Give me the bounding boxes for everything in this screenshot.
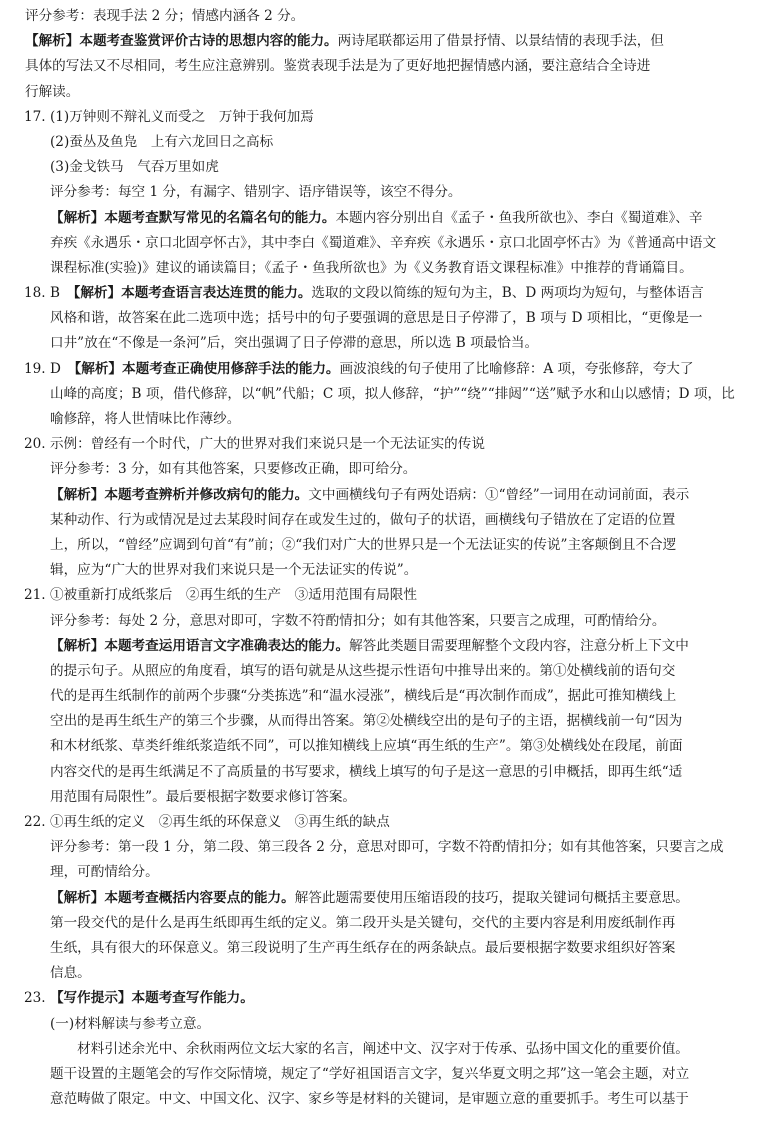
bold-heading-text: 【解析】本题考查正确使用修辞手法的能力。 [74, 360, 340, 377]
bold-heading-text: 【解析】本题考查概括内容要点的能力。 [50, 889, 295, 906]
body-text: 行解读。 [25, 83, 80, 100]
body-text: 风格和谐，故答案在此二选项中选；括号中的句子要强调的意思是日子停滞了，B 项与 D 项相比，“更像是一 [50, 310, 703, 327]
body-text: 评分参考：表现手法 2 分；情感内涵各 2 分。 [25, 8, 305, 24]
text-line [22, 936, 739, 961]
body-text: 评分参考：第一段 1 分，第二段、第三段各 2 分，意思对即可，字数不符酌情扣分；如有其他答案，只要言之成 [50, 839, 724, 856]
body-text: 20. 示例：曾经有一个时代，广大的世界对我们来说只是一个无法证实的传说 [24, 436, 485, 453]
body-text: 山峰的高度；B 项，借代修辞，以“帆”代船；C 项，拟人修辞，“护”“绕”“排闼”“送”赋予水和山以感情；D 项，比 [50, 385, 735, 402]
text-line [22, 306, 739, 331]
text-line [22, 734, 739, 759]
body-text: 评分参考：每处 2 分，意思对即可，字数不符酌情扣分；如有其他答案，只要言之成理，可酌情给分。 [50, 612, 666, 629]
body-text: 22. ①再生纸的定义 ②再生纸的环保意义 ③再生纸的缺点 [24, 814, 390, 830]
text-line [22, 4, 739, 29]
text-line [22, 483, 739, 508]
text-line [22, 986, 739, 1011]
body-text: 用范围有局限性”。最后要根据字数要求修订答案。 [50, 788, 357, 805]
text-line [22, 886, 739, 911]
text-line [22, 29, 739, 54]
text-line [22, 357, 739, 382]
text-line [22, 281, 739, 306]
body-text: 和木材纸浆、草类纤维纸浆造纸不同”，可以推知横线上应填“再生纸的生产”。第③处横线处在段尾，前面 [50, 738, 683, 755]
body-text: 两诗尾联都运用了借景抒情、以景结情的表现手法，但 [337, 33, 664, 50]
body-text: 画波浪线的句子使用了比喻修辞：A 项，夸张修辞，夸大了 [339, 360, 694, 377]
text-line [22, 911, 739, 936]
body-text: 解答此类题目需要理解整个文段内容，注意分析上下文中 [349, 637, 689, 654]
text-line [22, 457, 739, 482]
text-line [22, 407, 739, 432]
body-text: 的提示句子。从照应的角度看，填写的语句就是从这些提示性语句中推导出来的。第①处横线前的语句交 [50, 662, 676, 679]
text-line [22, 1062, 739, 1087]
text-line [22, 1012, 739, 1037]
body-text: 解答此题需要使用压缩语段的技巧，提取关键词句概括主要意思。 [294, 889, 689, 906]
body-text: 材料引述余光中、余秋雨两位文坛大家的名言，阐述中文、汉字对于传承、弘扬中国文化的重要价值。 [50, 1040, 689, 1057]
text-line [22, 634, 739, 659]
text-line [22, 80, 739, 105]
text-line [22, 558, 739, 583]
body-text: 弃疾《永遇乐・京口北固亭怀古》，其中李白《蜀道难》、辛弃疾《永遇乐・京口北固亭怀古》为《普通高中语文 [50, 234, 717, 251]
body-text: 题干设置的主题笔会的写作交际情境，规定了“学好祖国语言文字，复兴华夏文明之邦”这一笔会主题，对立 [50, 1065, 690, 1082]
text-line [22, 432, 739, 457]
text-line [22, 583, 739, 608]
text-line [22, 256, 739, 281]
body-text: 生纸，具有很大的环保意义。第三段说明了生产再生纸存在的两条缺点。最后要根据字数要求组织好答案 [50, 939, 676, 956]
body-text: 代的是再生纸制作的前两个步骤“分类拣选”和“温水浸涨”，横线后是“再次制作而成”，据此可推知横线上 [50, 688, 677, 705]
bold-heading-text: 【解析】本题考查鉴赏评价古诗的思想内容的能力。 [25, 33, 338, 50]
text-line [22, 659, 739, 684]
text-line [22, 130, 739, 155]
text-line [22, 810, 739, 835]
text-line [22, 155, 739, 180]
body-text: 选取的文段以简练的短句为主，B、D 两项均为短句，与整体语言 [311, 285, 704, 302]
body-text: 18. B [24, 285, 74, 302]
text-line [22, 54, 739, 79]
body-text: 信息。 [50, 965, 91, 982]
body-text: 辑，应为“广大的世界对我们来说只是一个无法证实的传说”。 [50, 562, 418, 579]
bold-heading-text: 【解析】本题考查运用语言文字准确表达的能力。 [50, 637, 350, 654]
text-line [22, 1087, 739, 1112]
body-text: 内容交代的是再生纸满足不了高质量的书写要求，横线上填写的句子是这一意思的引申概括，即再生纸“适 [50, 763, 683, 780]
body-text: 21. ①被重新打成纸浆后 ②再生纸的生产 ③适用范围有局限性 [24, 587, 417, 604]
body-text: 具体的写法又不尽相同，考生应注意辨别。鉴赏表现手法是为了更好地把握情感内涵，要注意结合全诗进 [25, 58, 651, 75]
text-line [22, 860, 739, 885]
text-line [22, 709, 739, 734]
text-line [22, 835, 739, 860]
text-line [22, 206, 739, 231]
text-line [22, 785, 739, 810]
bold-heading-text: 【解析】本题考查默写常见的名篇名句的能力。 [50, 209, 336, 226]
body-text: (一)材料解读与参考立意。 [50, 1015, 211, 1032]
text-line [22, 508, 739, 533]
text-line [22, 961, 739, 986]
body-text: 口井”放在“不像是一条河”后，突出强调了日子停滞的意思，所以选 B 项最恰当。 [50, 335, 539, 352]
bold-heading-text: 【写作提示】本题考查写作能力。 [49, 990, 254, 1007]
text-line [22, 180, 739, 205]
text-line [22, 1037, 739, 1062]
body-text: 意范畴做了限定。中文、中国文化、汉字、家乡等是材料的关键词，是审题立意的重要抓手。考生可以基于 [50, 1091, 689, 1108]
text-line [22, 609, 739, 634]
text-line [22, 684, 739, 709]
body-text: 评分参考：每空 1 分，有漏字、错别字、语序错误等，该空不得分。 [50, 184, 462, 201]
body-text: 文中画横线句子有两处语病：①“曾经”一词用在动词前面，表示 [308, 486, 690, 503]
body-text: 喻修辞，将人世情味比作薄纱。 [50, 411, 241, 427]
text-line [22, 533, 739, 558]
text-line [22, 382, 739, 407]
bold-heading-text: 【解析】本题考查语言表达连贯的能力。 [73, 285, 312, 302]
text-line [22, 331, 739, 356]
body-text: 课程标准(实验)》建议的诵读篇目；《孟子・鱼我所欲也》为《义务教育语文课程标准》中推荐的背诵篇目。 [50, 259, 693, 276]
body-text: 17. (1)万钟则不辩礼义而受之 万钟于我何加焉 [24, 108, 314, 125]
body-text: 理，可酌情给分。 [50, 864, 159, 881]
body-text: 评分参考：3 分，如有其他答案，只要修改正确，即可给分。 [50, 461, 417, 478]
body-text: 23. [24, 990, 50, 1007]
body-text: 某种动作、行为或情况是过去某段时间存在或发生过的，做句子的状语，画横线句子错放在了定语的位置 [50, 511, 676, 528]
body-text: 19. D [24, 360, 75, 377]
body-text: (2)蚕丛及鱼凫 上有六龙回日之高标 [50, 133, 274, 150]
body-text: 空出的是再生纸生产的第三个步骤，从而得出答案。第②处横线空出的是句子的主语，据横线前一句“因为 [50, 713, 683, 730]
body-text: 上，所以，“曾经”应调到句首“有”前；②“我们对广大的世界只是一个无法证实的传说”主客颠倒且不合逻 [50, 536, 677, 553]
text-line [22, 760, 739, 785]
text-line [22, 105, 739, 130]
body-text: 第一段交代的是什么是再生纸即再生纸的定义。第二段开头是关键句，交代的主要内容是利用废纸制作再 [50, 914, 676, 931]
bold-heading-text: 【解析】本题考查辨析并修改病句的能力。 [50, 486, 309, 503]
body-text: (3)金戈铁马 气吞万里如虎 [50, 159, 219, 176]
text-line [22, 231, 739, 256]
body-text: 本题内容分别出自《孟子・鱼我所欲也》、李白《蜀道难》、辛 [335, 209, 703, 226]
